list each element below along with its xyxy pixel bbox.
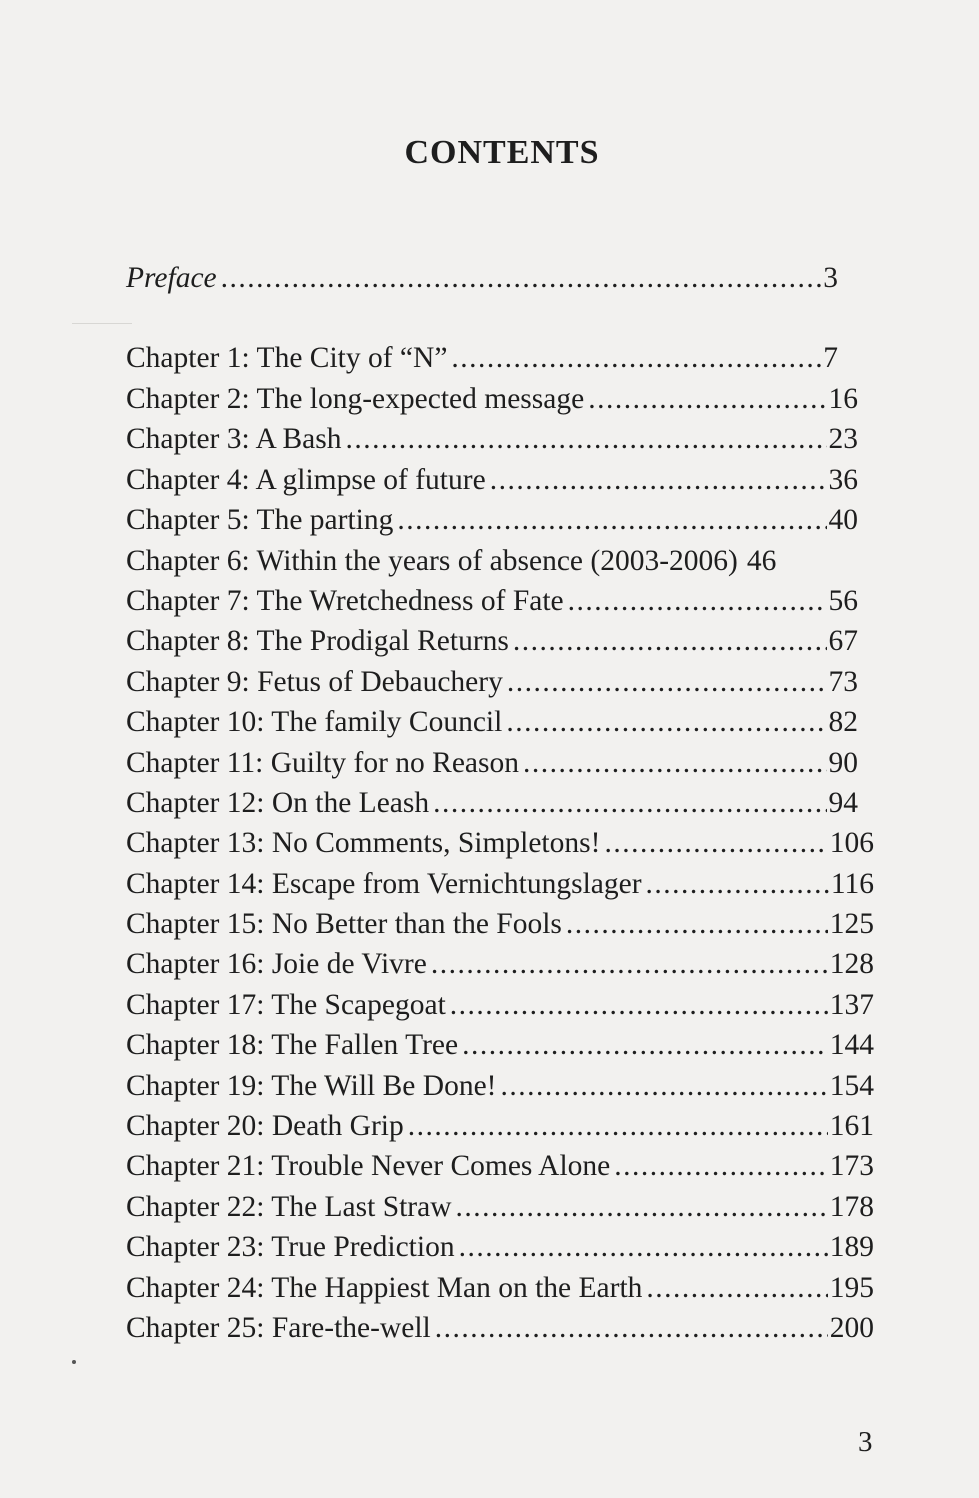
dot-leader (588, 379, 826, 419)
dot-leader (397, 500, 826, 540)
dot-leader (221, 258, 822, 298)
toc-entry-chapter-11[interactable] (126, 743, 858, 783)
toc-entry-label: Chapter 10: The family Council (126, 706, 503, 738)
toc-entry-page: 90 (828, 747, 858, 779)
toc-entry-label: Chapter 17: The Scapegoat (126, 989, 446, 1021)
toc-entry-page: 137 (829, 989, 874, 1021)
page-number: 3 (858, 1426, 873, 1458)
toc-entry-label: Chapter 5: The parting (126, 504, 394, 536)
toc-entry-label: Chapter 8: The Prodigal Returns (126, 625, 509, 657)
dot-leader (501, 1066, 828, 1106)
toc-entry-chapter-24[interactable] (126, 1268, 874, 1308)
dot-leader (568, 581, 827, 621)
dot-leader (646, 864, 829, 904)
toc-entry-page: 106 (829, 827, 874, 859)
dot-leader (408, 1106, 828, 1146)
toc-entry-chapter-17[interactable] (126, 985, 874, 1025)
toc-entry-page: 46 (746, 545, 777, 577)
toc-entry-label: Chapter 15: No Better than the Fools (126, 908, 562, 940)
toc-entry-chapter-5[interactable] (126, 500, 858, 540)
toc-entry-chapter-25[interactable] (126, 1308, 874, 1348)
toc-entry-chapter-9[interactable] (126, 662, 858, 702)
toc-entry-label: Chapter 13: No Comments, Simpletons! (126, 827, 601, 859)
toc-entry-chapter-12[interactable] (126, 783, 858, 823)
toc-entry-chapter-15[interactable] (126, 904, 874, 944)
toc-entry-label: Chapter 9: Fetus of Debauchery (126, 666, 503, 698)
toc-entry-page: 3 (823, 262, 838, 294)
toc-entry-chapter-3[interactable] (126, 419, 858, 459)
toc-entry-label: Chapter 12: On the Leash (126, 787, 430, 819)
dot-leader (566, 904, 828, 944)
dot-leader (431, 944, 828, 984)
dot-leader (433, 783, 826, 823)
toc-entry-page: 56 (828, 585, 858, 617)
toc-entry-label: Chapter 7: The Wretchedness of Fate (126, 585, 564, 617)
toc-entry-page: 161 (829, 1110, 874, 1142)
dot-leader (462, 1025, 828, 1065)
toc-entry-page: 40 (828, 504, 858, 536)
page-mark (72, 1360, 76, 1364)
toc-entry-label: Chapter 21: Trouble Never Comes Alone (126, 1150, 611, 1182)
toc-entry-label: Chapter 16: Joie de Vivre (126, 948, 427, 980)
toc-entry-label: Chapter 24: The Happiest Man on the Earth (126, 1272, 643, 1304)
dot-leader (459, 1227, 828, 1267)
toc-entry-page: 125 (829, 908, 874, 940)
toc-entry-chapter-20[interactable] (126, 1106, 874, 1146)
toc-entry-label: Chapter 2: The long-expected message (126, 383, 585, 415)
toc-entry-page: 195 (829, 1272, 874, 1304)
toc-entry-label: Chapter 3: A Bash (126, 423, 342, 455)
toc-entry-page: 200 (829, 1312, 874, 1344)
toc-entry-page: 189 (829, 1231, 874, 1263)
dot-leader (456, 1187, 828, 1227)
toc-entry-page: 178 (829, 1191, 874, 1223)
toc-entry-chapter-6[interactable] (126, 541, 864, 581)
toc-entry-page: 154 (829, 1070, 874, 1102)
toc-entry-label: Chapter 4: A glimpse of future (126, 464, 486, 496)
toc-entry-chapter-14[interactable] (126, 864, 874, 904)
toc-entry-label: Chapter 20: Death Grip (126, 1110, 404, 1142)
toc-entry-page: 7 (823, 342, 838, 374)
toc-entry-label: Chapter 14: Escape from Vernichtungslager (126, 868, 642, 900)
toc-entry-label: Chapter 11: Guilty for no Reason (126, 747, 519, 779)
dot-leader (346, 419, 827, 459)
toc-entry-chapter-8[interactable] (126, 621, 858, 661)
dot-leader (614, 1146, 828, 1186)
toc-entry-chapter-22[interactable] (126, 1187, 874, 1227)
toc-entry-label: Chapter 6: Within the years of absence (2003-2006) (126, 545, 738, 577)
toc-entry-chapter-23[interactable] (126, 1227, 874, 1267)
page-mark (72, 323, 132, 324)
toc-entry-label: Chapter 1: The City of “N” (126, 342, 448, 374)
dot-leader (450, 985, 828, 1025)
toc-entry-page: 128 (829, 948, 874, 980)
dot-leader (435, 1308, 828, 1348)
toc-entry-preface[interactable] (126, 258, 838, 298)
toc-entry-page: 116 (830, 868, 874, 900)
toc-entry-chapter-13[interactable] (126, 823, 874, 863)
toc-entry-chapter-18[interactable] (126, 1025, 874, 1065)
toc-entry-page: 82 (828, 706, 858, 738)
toc-entry-label: Chapter 23: True Prediction (126, 1231, 455, 1263)
dot-leader (513, 621, 827, 661)
toc-entry-page: 16 (828, 383, 858, 415)
toc-entry-chapter-4[interactable] (126, 460, 858, 500)
toc-entry-chapter-7[interactable] (126, 581, 858, 621)
toc-entry-page: 94 (828, 787, 858, 819)
toc-entry-page: 67 (828, 625, 858, 657)
dot-leader (506, 702, 826, 742)
dot-leader (646, 1268, 827, 1308)
dot-leader (507, 662, 827, 702)
toc-entry-page: 144 (829, 1029, 874, 1061)
toc-entry-label: Preface (126, 262, 217, 294)
toc-entry-page: 23 (828, 423, 858, 455)
toc-entry-chapter-1[interactable] (126, 338, 838, 378)
toc-entry-label: Chapter 22: The Last Straw (126, 1191, 452, 1223)
toc-entry-page: 173 (829, 1150, 874, 1182)
toc-entry-label: Chapter 18: The Fallen Tree (126, 1029, 459, 1061)
contents-heading: CONTENTS (404, 134, 600, 171)
toc-entry-chapter-2[interactable] (126, 379, 858, 419)
toc-entry-chapter-16[interactable] (126, 944, 874, 984)
dot-leader (604, 823, 827, 863)
toc-entry-label: Chapter 25: Fare-the-well (126, 1312, 431, 1344)
toc-entry-page: 73 (828, 666, 858, 698)
toc-entry-chapter-21[interactable] (126, 1146, 874, 1186)
dot-leader (523, 743, 827, 783)
toc-entry-page: 36 (828, 464, 858, 496)
toc-entry-label: Chapter 19: The Will Be Done! (126, 1070, 497, 1102)
dot-leader (451, 338, 821, 378)
dot-leader (490, 460, 827, 500)
toc-entry-chapter-10[interactable] (126, 702, 858, 742)
toc-entry-chapter-19[interactable] (126, 1066, 874, 1106)
